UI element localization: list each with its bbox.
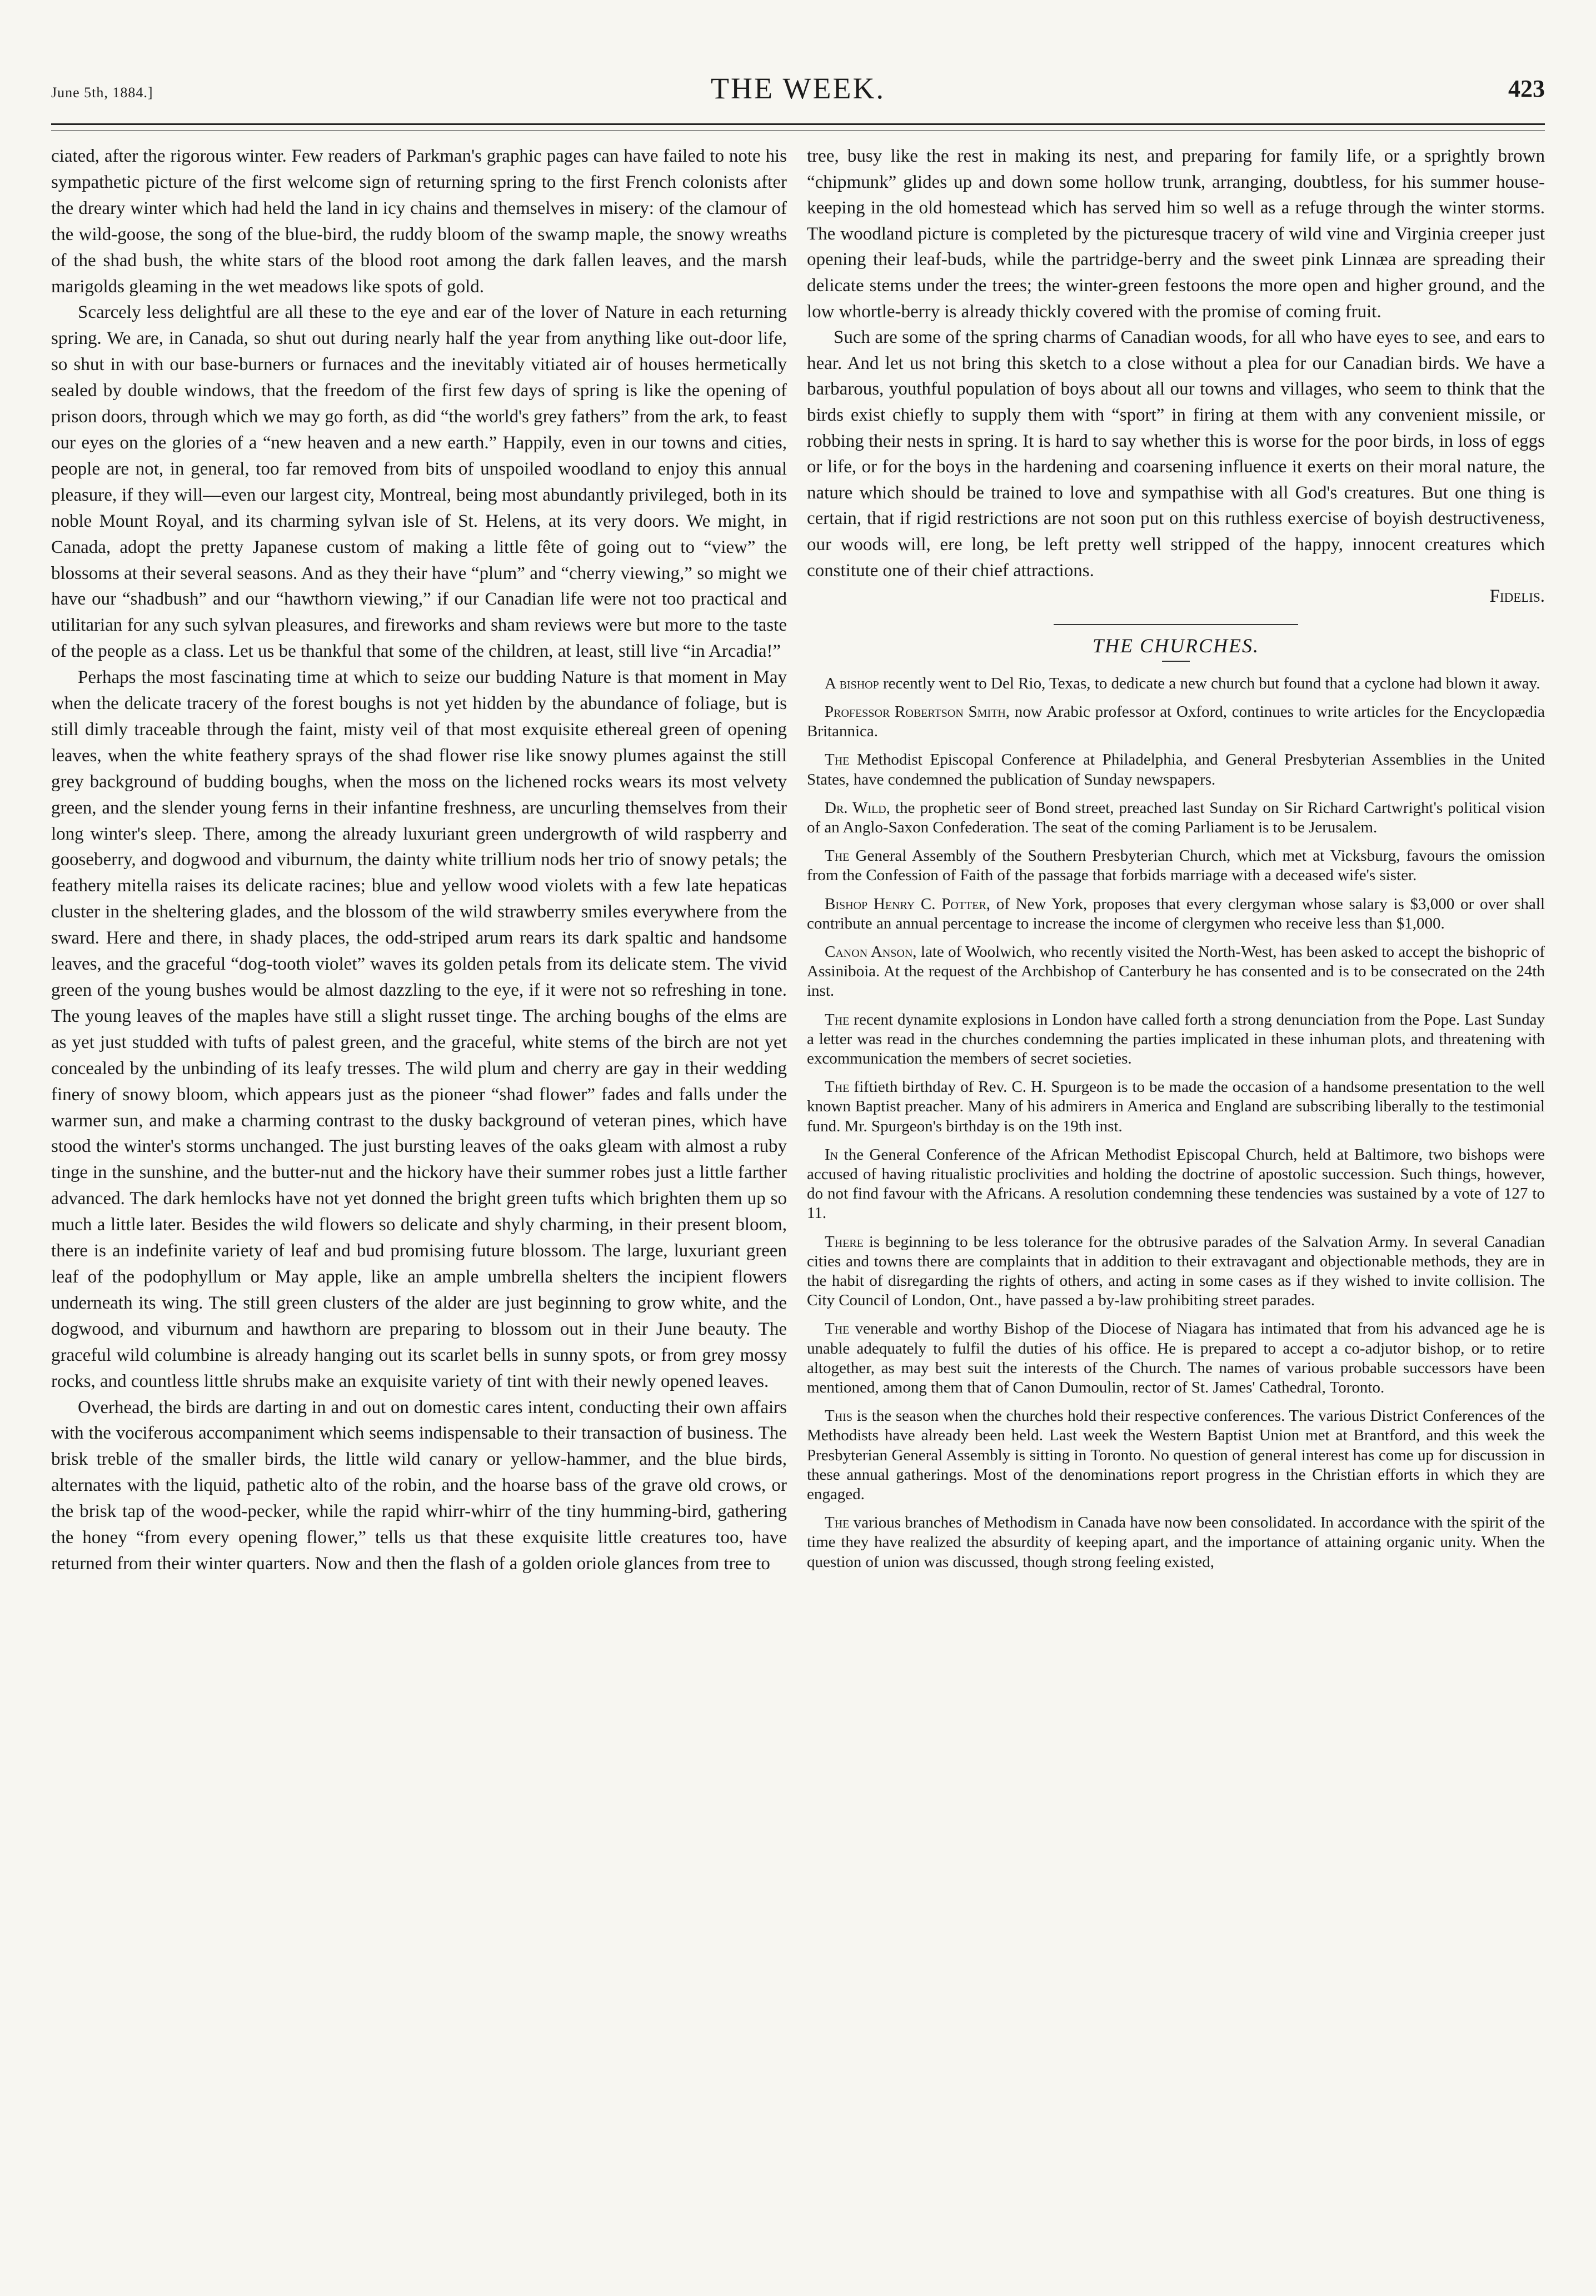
news-text: Methodist Episcopal Conference at Philadelphia, and General Presbyterian Assemblies in the United States, have condemned the publication of Sunday newspapers.: [807, 751, 1545, 788]
left-column: [51, 143, 787, 1577]
news-lead: The: [825, 847, 850, 865]
news-text: the General Conference of the African Methodist Episcopal Church, held at Baltimore, two bishops were accused of having ritualistic proclivities and holding the doctrine of apostolic succession. Such things, however, do not find favour with the Africans. A resolution condemning these tendencies was sustained by a vote of 127 to 11.: [807, 1145, 1545, 1222]
news-text: is the season when the churches hold their respective conferences. The various District Conferences of the Methodists have already been held. Last week the Western Baptist Union met at Brantford, and this week the Presbyterian General Assembly is sitting in Toronto. No question of general interest has come up for discussion in these annual gatherings. Most of the denominations report progress in the Christian efforts in which they are engaged.: [807, 1407, 1545, 1503]
news-item: [807, 702, 1545, 741]
page-number: 423: [1508, 75, 1545, 102]
essay-paragraph: tree, busy like the rest in making its nest, and preparing for family life, or a sprightly brown “chipmunk” glides up and down some hollow trunk, arranging, doubtless, for his summer house-keeping in the old homestead which has served him so well as a refuge through the winter storms. The woodland picture is completed by the picturesque tracery of wild vine and Virginia creeper just opening their leaf-buds, while the partridge-berry and the sweet pink Linnæa are spreading their delicate stems under the trees; the winter-green festoons the more open and higher ground, and the low whortle-berry is already thickly covered with the promise of coming fruit.: [807, 146, 1545, 322]
news-item: [807, 750, 1545, 789]
news-item: [807, 674, 1545, 693]
news-text: is beginning to be less tolerance for the obtrusive parades of the Salvation Army. In several Canadian cities and towns there are complaints that in addition to their extravagant and objectionable methods, they are in the habit of disregarding the rights of others, and acting in some cases as if they wished to invite collision. The City Council of London, Ont., have passed a by-law prohibiting street parades.: [807, 1232, 1545, 1310]
essay-paragraph: Scarcely less delightful are all these to the eye and ear of the lover of Nature in each returning spring. We are, in Canada, so shut out during nearly half the year from anything like out-door life, so shut in with our base-burners or furnaces and the inevitably vitiated air of houses hermetically sealed by double windows, that the freedom of the first few days of spring is like the opening of prison doors, through which we may go forth, as did “the world's grey fathers” from the ark, to feast our eyes on the glories of a “new heaven and a new earth.” Happily, even in our towns and cities, people are not, in general, too far removed from bits of unspoiled woodland to enjoy this annual pleasure, if they will—even our largest city, Montreal, being most abundantly privileged, both in its noble Mount Royal, and its charming sylvan isle of St. Helens, at its very doors. We might, in Canada, adopt the pretty Japanese custom of making a little fête of going out to “view” the blossoms at their several seasons. And as they their have “plum” and “cherry viewing,” so might we have our “shadbush” and our “hawthorn viewing,” if our Canadian life were not too practical and utilitarian for any such sylvan pleasures, and fireworks and sham reviews were but more to the taste of the people as a class. Let us be thankful that some of the children, at least, still live “in Arcadia!”: [51, 302, 787, 662]
news-lead: There: [825, 1232, 864, 1251]
news-text: recently went to Del Rio, Texas, to dedicate a new church but found that a cyclone had blown it away.: [879, 674, 1540, 692]
right-column: [807, 143, 1545, 1581]
news-item: [807, 895, 1545, 934]
news-lead: The: [825, 1078, 850, 1096]
essay-paragraph: Perhaps the most fascinating time at which to seize our budding Nature is that moment in May when the delicate tracery of the forest boughs is not yet hidden by the abundance of foliage, but is still dimly traceable through the faint, misty veil of that most exquisite ethereal green of opening leaves, when the white feathery sprays of the shad flower rise like snowy plumes against the still grey background of budding boughs, when the moss on the lichened rocks wears its most velvety green, and the slender young ferns in their infantine freshness, are uncurling themselves from their long winter's sleep. There, among the already luxuriant green undergrowth of wild raspberry and gooseberry, and dogwood and viburnum, the dainty white trillium nods her trio of snowy petals; the feathery mitella raises its delicate racines; blue and yellow wood violets with a few late hepaticas cluster in the sheltering glades, and the blossom of the wild strawberry smiles everywhere from the sward. Here and there, in shady places, the odd-striped arum rears its dark spaltic and handsome leaves, and the graceful “dog-tooth violet” waves its golden petals from its delicate stem. The vivid green of the young bushes would be almost dazzling to the eye, if it were not so refreshing in tone. The young leaves of the maples have still a slight russet tinge. The arching boughs of the elms are as yet just studded with tufts of palest green, and the graceful, white stems of the birch are not yet concealed by the unbinding of its leafy tresses. The wild plum and cherry are gay in their wedding finery of snowy bloom, which appears just as the pioneer “shad flower” fades and falls under the warmer sun, and make a charming contrast to the dusky background of veteran pines, which have stood the winter's storms unchanged. The just bursting leaves of the oaks gleam with almost a ruby tinge in the sunshine, and the butter-nut and the hickory have their summer robes just a little farther advanced. The dark hemlocks have not yet donned the bright green tufts which brighten them up so much a little later. Besides the wild flowers so delicate and shyly charming, in their present bloom, there is an indefinite variety of leaf and bud promising future blossom. The large, luxuriant green leaf of the podophyllum or May apple, like an ample umbrella shelters the incipient flowers underneath its wing. The still green clusters of the alder are just beginning to grow white, and the dogwood, and viburnum and hawthorn are preparing to blossom out in their June beauty. The graceful wild columbine is already hanging out its scarlet bells in sunny spots, or from grey mossy rocks, and countless little shrubs make an exquisite variety of tint with their newly opened leaves.: [51, 667, 787, 1391]
news-item: [807, 942, 1545, 1001]
news-item: [807, 798, 1545, 837]
news-lead: This: [825, 1407, 852, 1425]
news-lead: A bishop: [825, 674, 879, 692]
header-rule-thin: [51, 130, 1545, 131]
news-item: [807, 1232, 1545, 1311]
news-lead: Dr. Wild,: [825, 798, 890, 817]
header-rule: [51, 123, 1545, 125]
news-lead: Professor Robertson Smith,: [825, 702, 1010, 721]
news-item: [807, 1077, 1545, 1136]
news-lead: The: [825, 1320, 850, 1338]
author-signature: Fidelis.: [1489, 586, 1545, 607]
news-text: now Arabic professor at Oxford, continues to write articles for the Encyclopædia Britannica.: [807, 702, 1545, 741]
news-lead: Bishop Henry C. Potter,: [825, 895, 991, 913]
news-text: late of Woolwich, who recently visited the North-West, has been asked to accept the bishopric of Assiniboia. At the request of the Archbishop of Canterbury he has consented and is to be consecrated on the 24th inst.: [807, 942, 1545, 1000]
news-item: [807, 1513, 1545, 1572]
section-title: THE CHURCHES.: [1092, 634, 1259, 657]
news-lead: The: [825, 1010, 850, 1029]
churches-news: [807, 674, 1545, 1572]
essay-paragraph: ciated, after the rigorous winter. Few readers of Parkman's graphic pages can have failed to note his sympathetic picture of the first welcome sign of returning spring to the first French colonists after the dreary winter which had held the land in icy chains and themselves in misery: of the clamour of the wild-goose, the song of the blue-bird, the ruddy bloom of the swamp maple, the snowy wreaths of the shad bush, the white stars of the blood root among the dark fallen leaves, and the marsh marigolds gleaming in the wet meadows like spots of gold.: [51, 146, 787, 297]
news-item: [807, 846, 1545, 885]
news-text: of New York, proposes that every clergyman whose salary is $3,000 or over shall contribute an annual percentage to increase the income of clergymen who receive less than $1,000.: [807, 895, 1545, 932]
essay-continuation: [807, 143, 1545, 610]
page-header: [51, 71, 1545, 110]
section-divider: [1054, 624, 1298, 625]
news-item: [807, 1319, 1545, 1397]
issue-date: June 5th, 1884.]: [51, 84, 153, 101]
news-item: [807, 1010, 1545, 1069]
news-text: fiftieth birthday of Rev. C. H. Spurgeon is to be made the occasion of a handsome presentation to the well known Baptist preacher. Many of his admirers in America and England are subscribing liberally to the testimonial fund. Mr. Spurgeon's birthday is on the 19th inst.: [807, 1078, 1545, 1135]
news-text: various branches of Methodism in Canada have now been consolidated. In accordance with the spirit of the time they have realized the absurdity of keeping apart, and the importance of attaining organic unity. When the question of union was discussed, though strong feeling existed,: [807, 1514, 1545, 1571]
essay-paragraph: Overhead, the birds are darting in and out on domestic cares intent, conducting their own affairs with the vociferous accompaniment which seems indispensable to their transaction of business. The brisk treble of the smaller birds, the little wild canary or yellow-hammer, and the blue birds, alternates with the liquid, pathetic alto of the robin, and the hoarse bass of the grave old crows, or the brisk tap of the wood-pecker, while the rapid whirr-whirr of the tiny humming-bird, gathering the honey “from every opening flower,” tells us that these exquisite little creatures too, have returned from their winter quarters. Now and then the flash of a golden oriole glances from tree to: [51, 1397, 787, 1574]
news-text: recent dynamite explosions in London have called forth a strong denunciation from the Pope. Last Sunday a letter was read in the churches condemning the parties implicated in these inhuman plots, and threatening with excommunication the members of secret societies.: [807, 1010, 1545, 1067]
essay-paragraph: Such are some of the spring charms of Canadian woods, for all who have eyes to see, and ears to hear. And let us not bring this sketch to a close without a plea for our Canadian birds. We have a barbarous, youthful population of boys about all our towns and villages, who seem to think that the birds exist chiefly to supply them with “sport” in firing at them with any convenient missile, or robbing their nests in spring. It is hard to say whether this is worse for the poor birds, in loss of eggs or life, or for the boys in the hardening and coarsening influence it exerts on their moral nature, the nature which should be trained to love and sympathise with all God's creatures. But one thing is certain, that if rigid restrictions are not soon put on this ruthless exercise of boyish destructiveness, our woods will, ere long, be left pretty well stripped of the happy, innocent creatures which constitute one of their chief attractions.: [807, 327, 1545, 581]
news-lead: The: [825, 1514, 850, 1532]
section-divider-short: [1162, 661, 1190, 662]
news-lead: In: [825, 1145, 839, 1164]
news-lead: The: [825, 751, 850, 769]
news-item: [807, 1406, 1545, 1504]
news-text: venerable and worthy Bishop of the Diocese of Niagara has intimated that from his advanced age he is unable adequately to fulfil the duties of his office. He is prepared to accept a co-adjutor bishop, or to retire altogether, as may best suit the interests of the Church. The names of various probable successors have been mentioned, among them that of Canon Dumoulin, rector of St. James' Cathedral, Toronto.: [807, 1320, 1545, 1396]
news-text: the prophetic seer of Bond street, preached last Sunday on Sir Richard Cartwright's political vision of an Anglo-Saxon Confederation. The seat of the coming Parliament is to be Jerusalem.: [807, 798, 1545, 836]
news-text: General Assembly of the Southern Presbyterian Church, which met at Vicksburg, favours the omission from the Confession of Faith of the passage that forbids marriage with a deceased wife's sister.: [807, 847, 1545, 885]
news-item: [807, 1145, 1545, 1224]
news-lead: Canon Anson,: [825, 942, 917, 961]
masthead-title: THE WEEK.: [711, 72, 885, 105]
